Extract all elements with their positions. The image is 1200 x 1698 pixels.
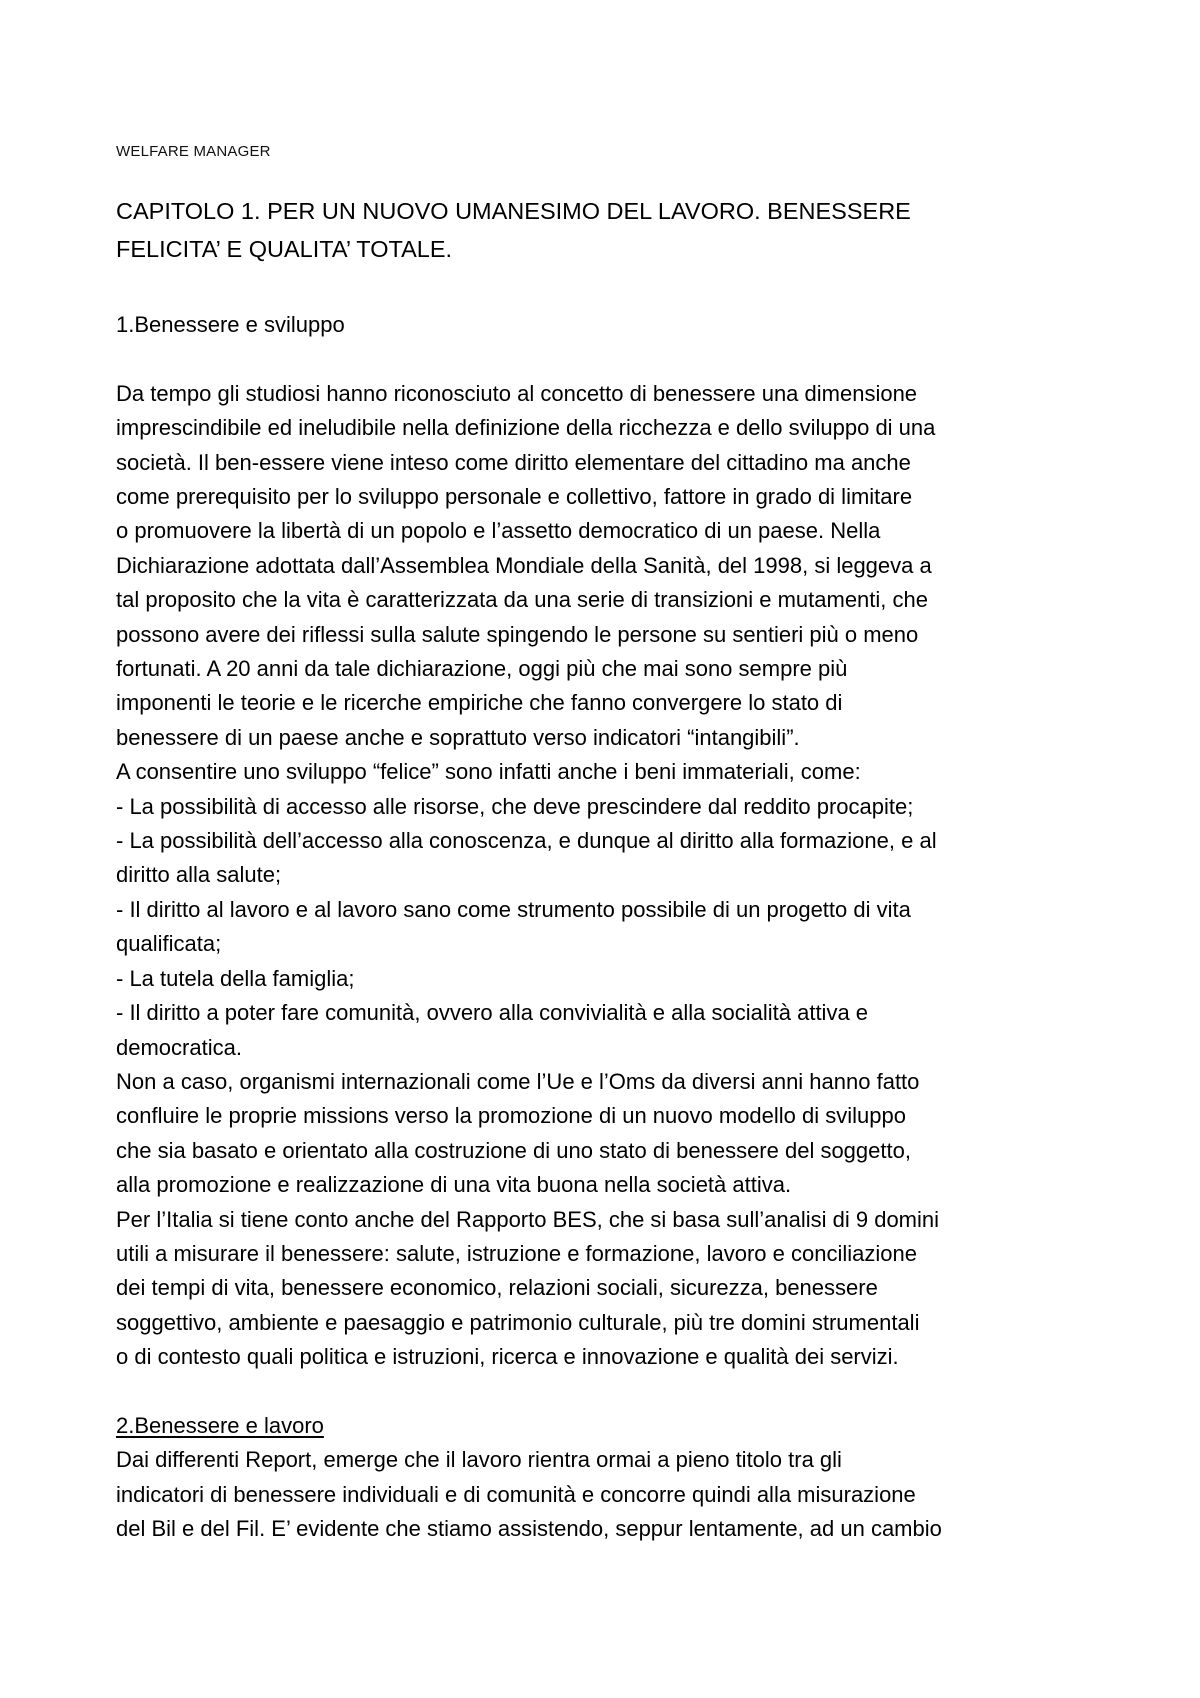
body-line: Non a caso, organismi internazionali come l’Ue e l’Oms da diversi anni hanno fatto (116, 1068, 920, 1094)
body-line: utili a misurare il benessere: salute, istruzione e formazione, lavoro e conciliazione (116, 1240, 917, 1266)
list-item: - Il diritto a poter fare comunità, ovvero alla convivialità e alla socialità attiva e (116, 1000, 869, 1026)
body-line: Da tempo gli studiosi hanno riconosciuto al concetto di benessere una dimensione (116, 380, 918, 406)
body-line: imponenti le teorie e le ricerche empiriche che fanno convergere lo stato di (116, 690, 843, 716)
list-item-continuation: qualificata; (116, 931, 222, 957)
body-line: confluire le proprie missions verso la promozione di un nuovo modello di sviluppo (116, 1103, 906, 1129)
list-item: - La possibilità dell’accesso alla conoscenza, e dunque al diritto alla formazione, e al (116, 828, 937, 854)
list-item: - La possibilità di accesso alle risorse, che deve prescindere dal reddito procapite; (116, 793, 914, 819)
body-line: alla promozione e realizzazione di una vita buona nella società attiva. (116, 1172, 792, 1198)
list-item-continuation: diritto alla salute; (116, 862, 282, 888)
list-item: - La tutela della famiglia; (116, 965, 355, 991)
body-line: fortunati. A 20 anni da tale dichiarazione, oggi più che mai sono sempre più (116, 656, 848, 682)
paragraph-spacer (116, 1375, 1106, 1409)
section-1-body (116, 377, 1106, 1375)
chapter-title (116, 192, 1046, 268)
body-line: soggettivo, ambiente e paesaggio e patrimonio culturale, più tre domini strumentali (116, 1309, 920, 1335)
list-item: - Il diritto al lavoro e al lavoro sano come strumento possibile di un progetto di vita (116, 896, 911, 922)
body-line: tal proposito che la vita è caratterizzata da una serie di transizioni e mutamenti, che (116, 587, 928, 613)
body-line: Per l’Italia si tiene conto anche del Rapporto BES, che si basa sull’analisi di 9 domini (116, 1206, 940, 1232)
chapter-title-line-2: FELICITA’ E QUALITA’ TOTALE. (116, 236, 453, 262)
list-item-continuation: democratica. (116, 1034, 242, 1060)
section-1-heading: 1.Benessere e sviluppo (116, 312, 345, 337)
body-line: indicatori di benessere individuali e di comunità e concorre quindi alla misurazione (116, 1481, 916, 1507)
body-line: come prerequisito per lo sviluppo personale e collettivo, fattore in grado di limitare (116, 484, 913, 510)
document-label: WELFARE MANAGER (116, 143, 271, 160)
chapter-title-line-1: CAPITOLO 1. PER UN NUOVO UMANESIMO DEL LAVORO. BENESSERE (116, 198, 911, 224)
body-line: società. Il ben-essere viene inteso come diritto elementare del cittadino ma anche (116, 449, 911, 475)
body-line: o promuovere la libertà di un popolo e l’assetto democratico di un paese. Nella (116, 518, 881, 544)
body-line: benessere di un paese anche e soprattuto verso indicatori “intangibili”. (116, 724, 800, 750)
body-line: del Bil e del Fil. E’ evidente che stiamo assistendo, seppur lentamente, ad un cambio (116, 1516, 942, 1542)
body-line: Dichiarazione adottata dall’Assemblea Mondiale della Sanità, del 1998, si leggeva a (116, 552, 932, 578)
body-line: che sia basato e orientato alla costruzione di uno stato di benessere del soggetto, (116, 1137, 911, 1163)
section-2-body (116, 1443, 1106, 1546)
body-line: dei tempi di vita, benessere economico, relazioni sociali, sicurezza, benessere (116, 1275, 878, 1301)
section-2-heading: 2.Benessere e lavoro (116, 1412, 324, 1438)
body-line: o di contesto quali politica e istruzioni, ricerca e innovazione e qualità dei servizi. (116, 1344, 899, 1370)
body-line: A consentire uno sviluppo “felice” sono infatti anche i beni immateriali, come: (116, 759, 861, 785)
document-page (116, 140, 1106, 1547)
body-line: Dai differenti Report, emerge che il lavoro rientra ormai a pieno titolo tra gli (116, 1447, 842, 1473)
body-line: imprescindibile ed ineludibile nella definizione della ricchezza e dello sviluppo di una (116, 415, 936, 441)
body-line: possono avere dei riflessi sulla salute spingendo le persone su sentieri più o meno (116, 621, 919, 647)
